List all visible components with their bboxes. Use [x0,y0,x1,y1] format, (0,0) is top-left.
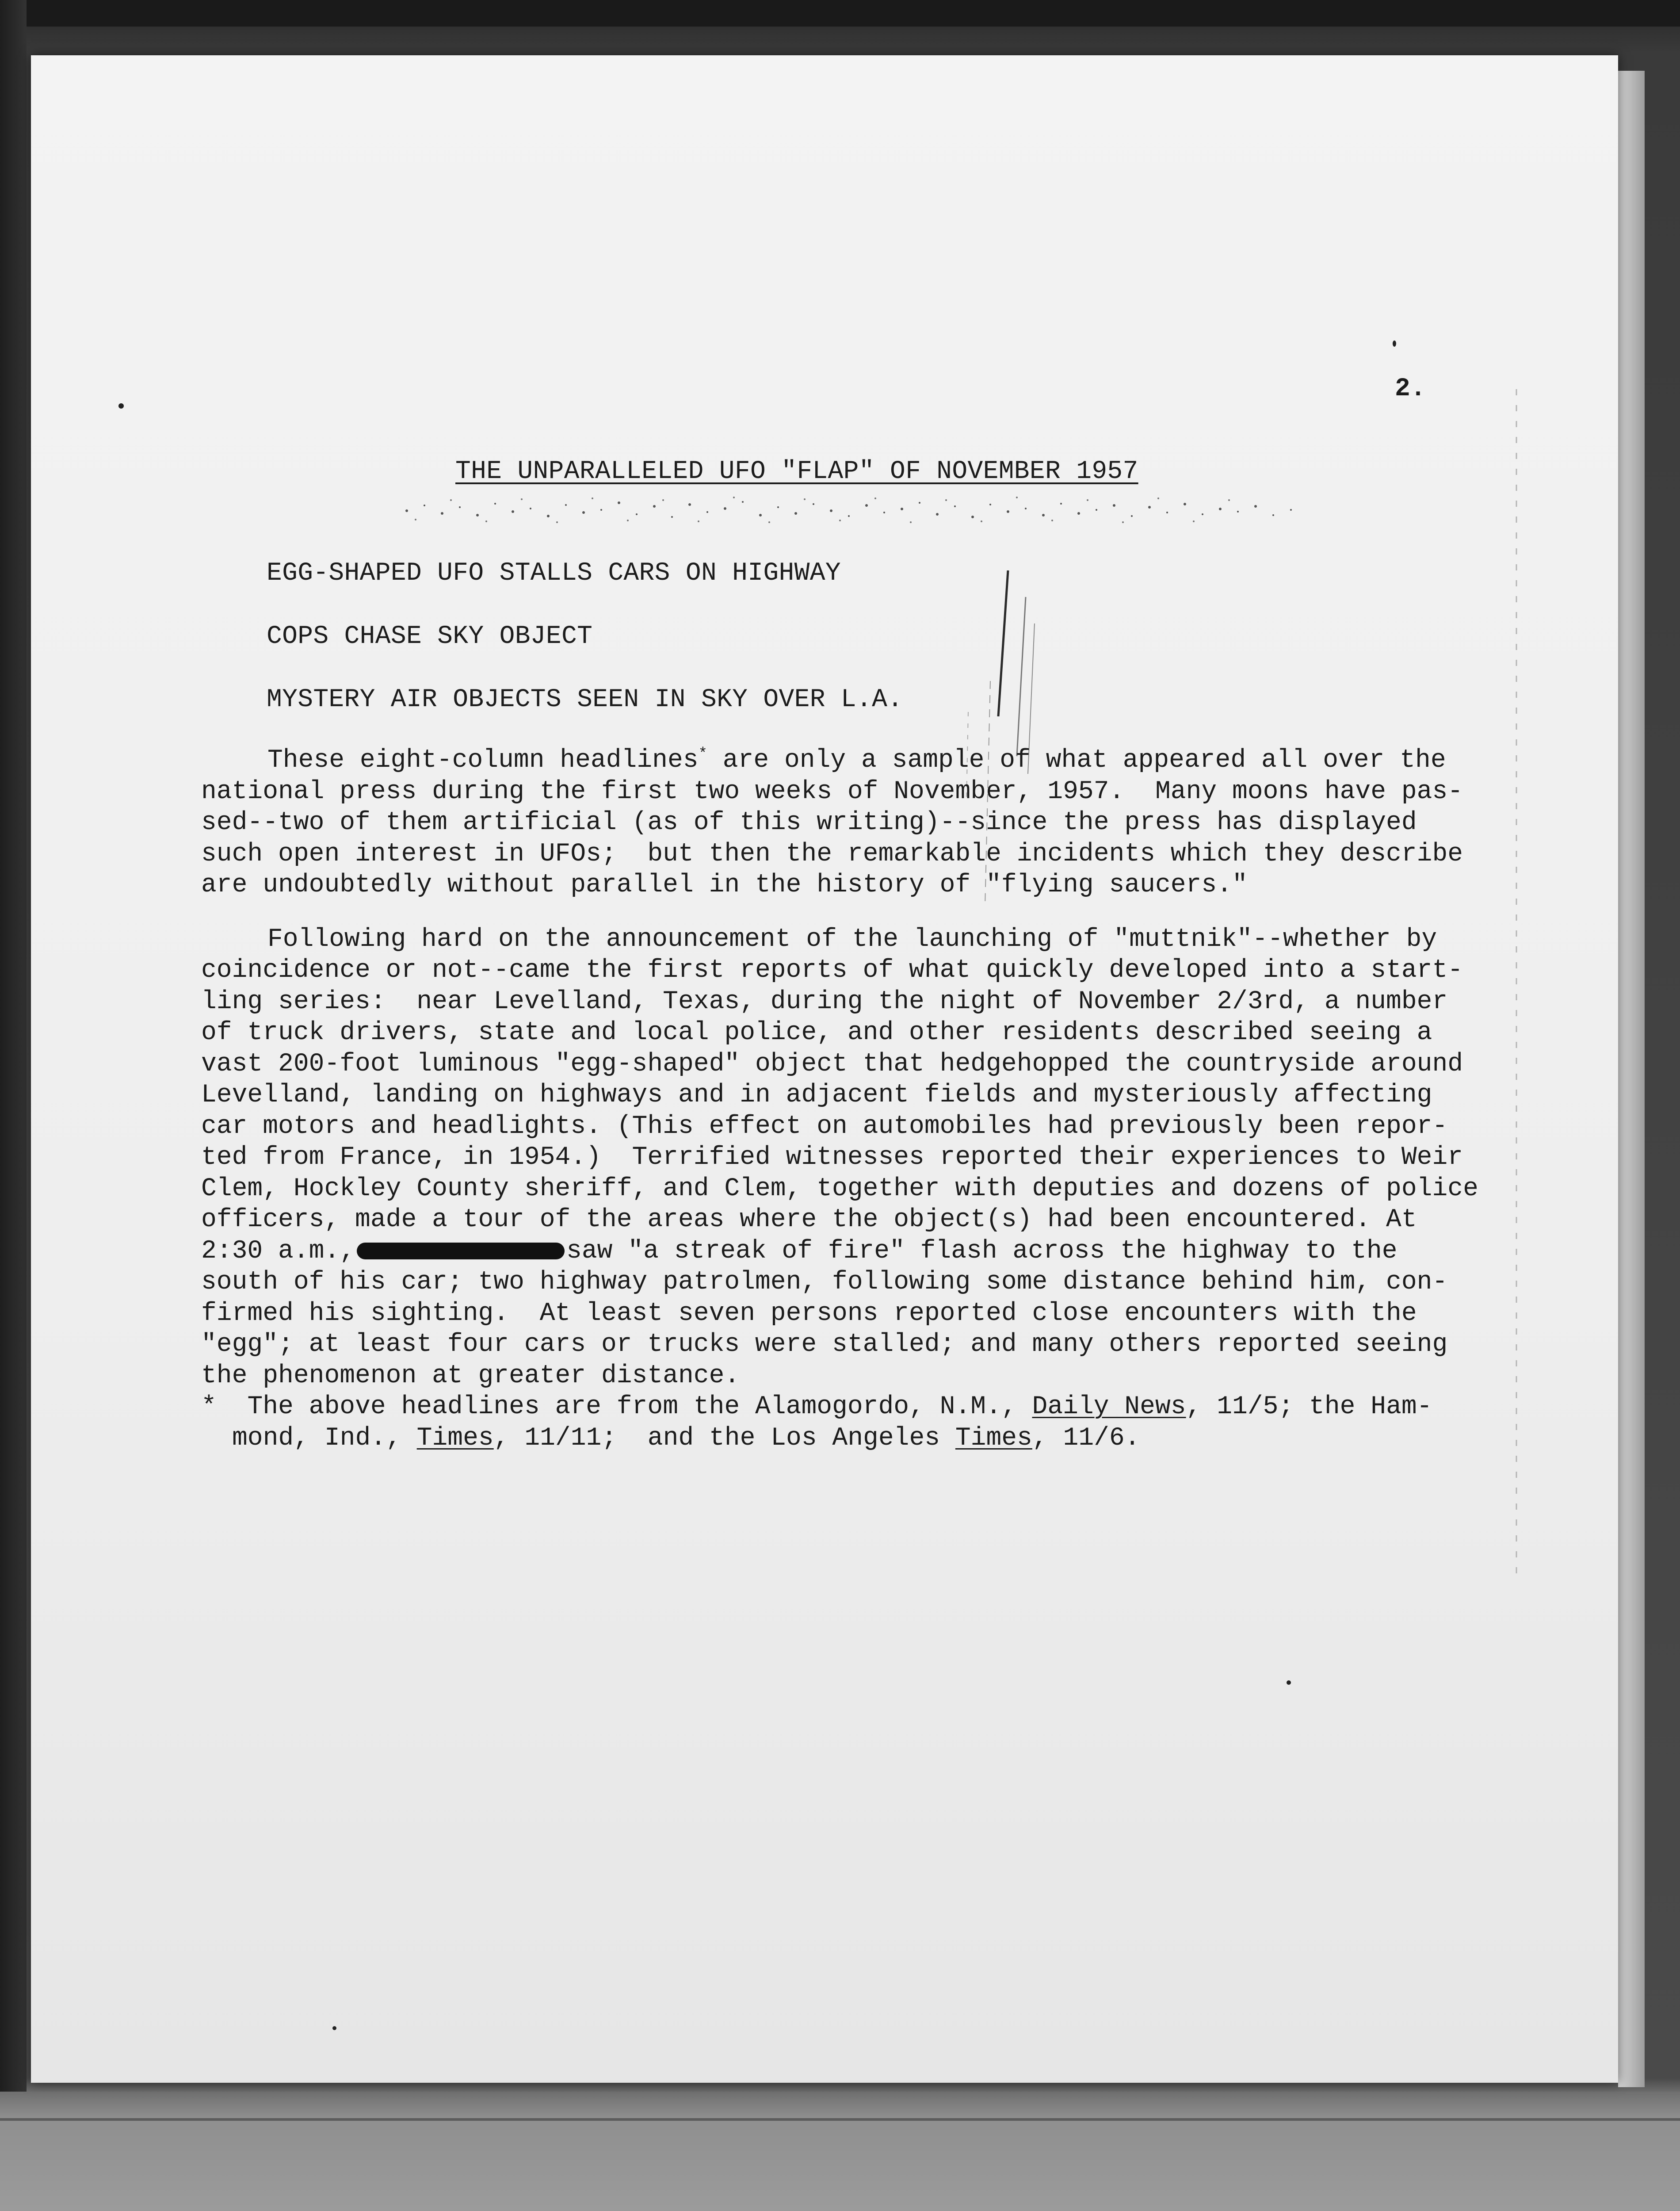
body-line: ling series: near Levelland, Texas, during the night of November 2/3rd, a number [201,987,1448,1016]
body-line: such open interest in UFOs; but then the remarkable incidents which they describe [201,839,1463,868]
page-edge-shadow [1618,71,1645,2087]
body-line: coincidence or not--came the first reports of what quickly developed into a start- [201,956,1463,985]
body-text [201,745,1492,1454]
margin-speck [332,2026,336,2030]
times-title: Times [955,1423,1032,1453]
body-line: 2:30 a.m., saw "a streak of fire" flash across the highway to the [201,1236,1397,1266]
page-title: THE UNPARALLELED UFO "FLAP" OF NOVEMBER 1957 [455,457,1138,486]
stipple-smudge [389,484,1317,533]
footnote-mark: * [201,1392,217,1421]
body-line: are undoubtedly without parallel in the history of "flying saucers." [201,871,1248,899]
body-line: vast 200-foot luminous "egg-shaped" object that hedgehopped the countryside around [201,1049,1463,1079]
margin-speck [1287,1680,1291,1685]
margin-speck [1393,340,1396,347]
body-line: Following hard on the announcement of the launching of "muttnik"--whether by [267,925,1437,954]
scan-frame-top [0,0,1680,27]
footnote-line: * The above headlines are from the Alamogordo, N.M., Daily News, 11/5; the Ham- [201,1392,1432,1421]
margin-speck [118,403,124,409]
page-number: 2. [1395,375,1426,403]
body-line: national press during the first two weeks of November, 1957. Many moons have pas- [201,777,1463,806]
paragraph-gap [201,901,1492,924]
headline-cops-chase: COPS CHASE SKY OBJECT [267,622,593,651]
body-line: Levelland, landing on highways and in adjacent fields and mysteriously affecting [201,1081,1432,1109]
body-line: officers, made a tour of the areas where the object(s) had been encountered. At [201,1205,1417,1234]
body-line: Clem, Hockley County sheriff, and Clem, together with deputies and dozens of police [201,1174,1478,1203]
headline-mystery-air: MYSTERY AIR OBJECTS SEEN IN SKY OVER L.A. [267,685,903,714]
body-line: "egg"; at least four cars or trucks were stalled; and many others reported seeing [201,1330,1448,1359]
body-line: These eight-column headlines* are only a sample of what appeared all over the [267,746,1446,775]
body-line: sed--two of them artificial (as of this writing)--since the press has displayed [201,808,1417,837]
daily-news-title: Daily News [1032,1392,1186,1421]
body-line: of truck drivers, state and local police, and other residents described seeing a [201,1018,1432,1047]
body-line: ted from France, in 1954.) Terrified witnesses reported their experiences to Weir [201,1143,1463,1172]
footnote-line: mond, Ind., Times, 11/11; and the Los Angeles Times, 11/6. [232,1423,1140,1453]
body-line: the phenomenon at greater distance. [201,1361,740,1390]
footnote-reference: * [698,746,707,763]
card-edge [0,2118,1680,2121]
underlying-card [0,2092,1680,2211]
body-line: car motors and headlights. (This effect on automobiles had previously been repor- [201,1112,1448,1141]
times-title: Times [416,1423,494,1453]
right-margin-marks [1512,389,1521,1583]
body-line: firmed his sighting. At least seven persons reported close encounters with the [201,1299,1417,1328]
headline-egg-shaped: EGG-SHAPED UFO STALLS CARS ON HIGHWAY [267,559,841,588]
scan-frame-left [0,0,27,2123]
redaction-mark [357,1243,565,1259]
body-line: south of his car; two highway patrolmen, following some distance behind him, con- [201,1268,1448,1297]
